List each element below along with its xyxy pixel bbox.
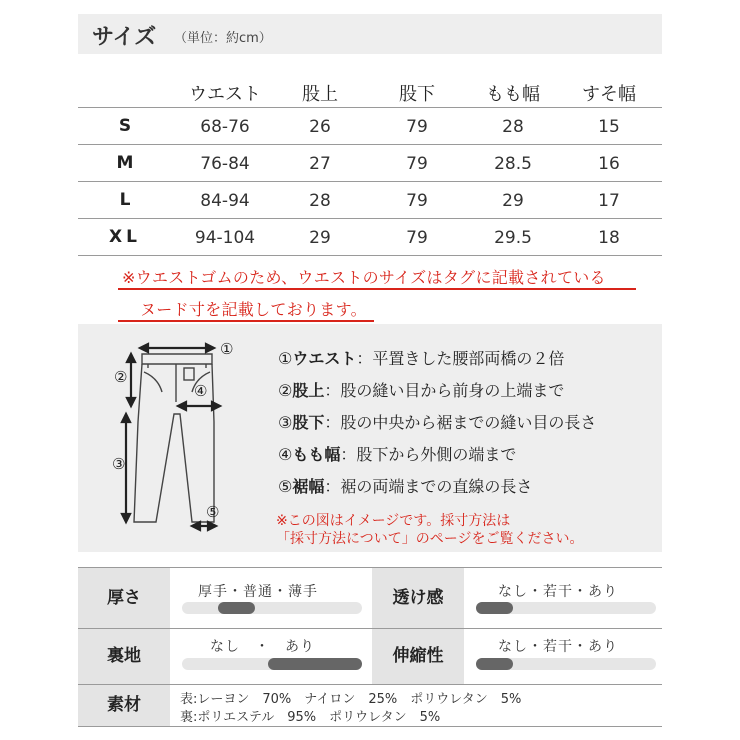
legend-waist: ①ウエスト：平置きした腰部両橋の２倍	[278, 349, 565, 368]
table-cell: 28	[309, 191, 331, 211]
attr-divider	[78, 628, 662, 629]
marker-3: ③	[112, 455, 126, 473]
table-divider	[78, 218, 662, 219]
header-waist: ウエスト	[189, 84, 261, 105]
header-hem: すそ幅	[582, 84, 636, 105]
thickness-bar	[182, 602, 362, 614]
header-thigh: もも幅	[486, 84, 540, 105]
attr-divider	[78, 684, 662, 685]
attr-label-stretch: 伸縮性	[372, 628, 464, 684]
diagram-note-line1: ※この図はイメージです。採寸方法は	[276, 513, 511, 529]
table-cell: 28.5	[494, 154, 532, 174]
stretch-options: なし・若干・あり	[498, 639, 618, 655]
table-cell: 76-84	[200, 154, 250, 174]
table-cell: 68-76	[200, 117, 250, 137]
table-divider	[78, 181, 662, 182]
size-title-bar	[78, 14, 662, 54]
thickness-bar-fill	[218, 602, 255, 614]
table-divider	[78, 255, 662, 256]
attr-label-material: 素材	[78, 684, 170, 726]
table-cell: 79	[406, 154, 428, 174]
stretch-bar-fill	[476, 658, 513, 670]
table-cell: 29.5	[494, 228, 532, 248]
table-cell: 29	[309, 228, 331, 248]
stretch-bar	[476, 658, 656, 670]
size-label: XL	[109, 227, 141, 247]
marker-4: ④	[194, 382, 208, 400]
size-label: M	[116, 153, 134, 173]
attr-divider	[78, 567, 662, 568]
diagram-note-line2: 「採寸方法について」のページをご覧ください。	[276, 531, 584, 547]
table-cell: 26	[309, 117, 331, 137]
waist-note-line2: ヌード寸を記載しております。	[140, 300, 367, 319]
table-cell: 29	[502, 191, 524, 211]
table-cell: 94-104	[194, 228, 256, 248]
table-cell: 15	[598, 117, 620, 137]
note-underline	[118, 320, 374, 322]
legend-inseam: ③股下：股の中央から裾までの縫い目の長さ	[278, 413, 597, 432]
header-rise: 股上	[302, 84, 338, 105]
attr-label-lining: 裏地	[78, 628, 170, 684]
table-cell: 17	[598, 191, 620, 211]
lining-options: なし ・ あり	[210, 639, 315, 655]
note-underline	[118, 288, 636, 290]
legend-hem: ⑤裾幅：裾の両端までの直線の長さ	[278, 477, 533, 496]
table-divider	[78, 144, 662, 145]
sheerness-options: なし・若干・あり	[498, 584, 618, 600]
table-cell: 79	[406, 117, 428, 137]
sheerness-bar	[476, 602, 656, 614]
sheerness-bar-fill	[476, 602, 513, 614]
header-inseam: 股下	[399, 84, 435, 105]
table-cell: 27	[309, 154, 331, 174]
legend-rise: ②股上：股の縫い目から前身の上端まで	[278, 381, 565, 400]
thickness-options: 厚手・普通・薄手	[198, 584, 318, 600]
attr-label-sheerness: 透け感	[372, 568, 464, 628]
attr-label-thickness: 厚さ	[78, 568, 170, 628]
table-cell: 79	[406, 228, 428, 248]
table-cell: 18	[598, 228, 620, 248]
marker-1: ①	[220, 340, 234, 358]
size-label: L	[119, 190, 131, 210]
size-unit: （単位：約cm）	[174, 31, 272, 46]
table-divider	[78, 107, 662, 108]
marker-2: ②	[114, 368, 128, 386]
lining-bar-fill	[268, 658, 362, 670]
size-label: S	[118, 116, 132, 136]
table-cell: 84-94	[200, 191, 250, 211]
table-cell: 16	[598, 154, 620, 174]
size-title: サイズ	[92, 25, 157, 50]
legend-thigh: ④もも幅：股下から外側の端まで	[278, 445, 517, 464]
material-outer: 表:レーヨン 70% ナイロン 25% ポリウレタン 5%	[180, 692, 522, 707]
table-cell: 28	[502, 117, 524, 137]
pants-diagram	[100, 332, 260, 542]
attr-divider	[78, 726, 662, 727]
table-cell: 79	[406, 191, 428, 211]
marker-5: ⑤	[206, 503, 220, 521]
waist-note-line1: ※ウエストゴムのため、ウエストのサイズはタグに記載されている	[122, 268, 606, 287]
material-lining: 裏:ポリエステル 95% ポリウレタン 5%	[180, 710, 441, 725]
lining-bar	[182, 658, 362, 670]
